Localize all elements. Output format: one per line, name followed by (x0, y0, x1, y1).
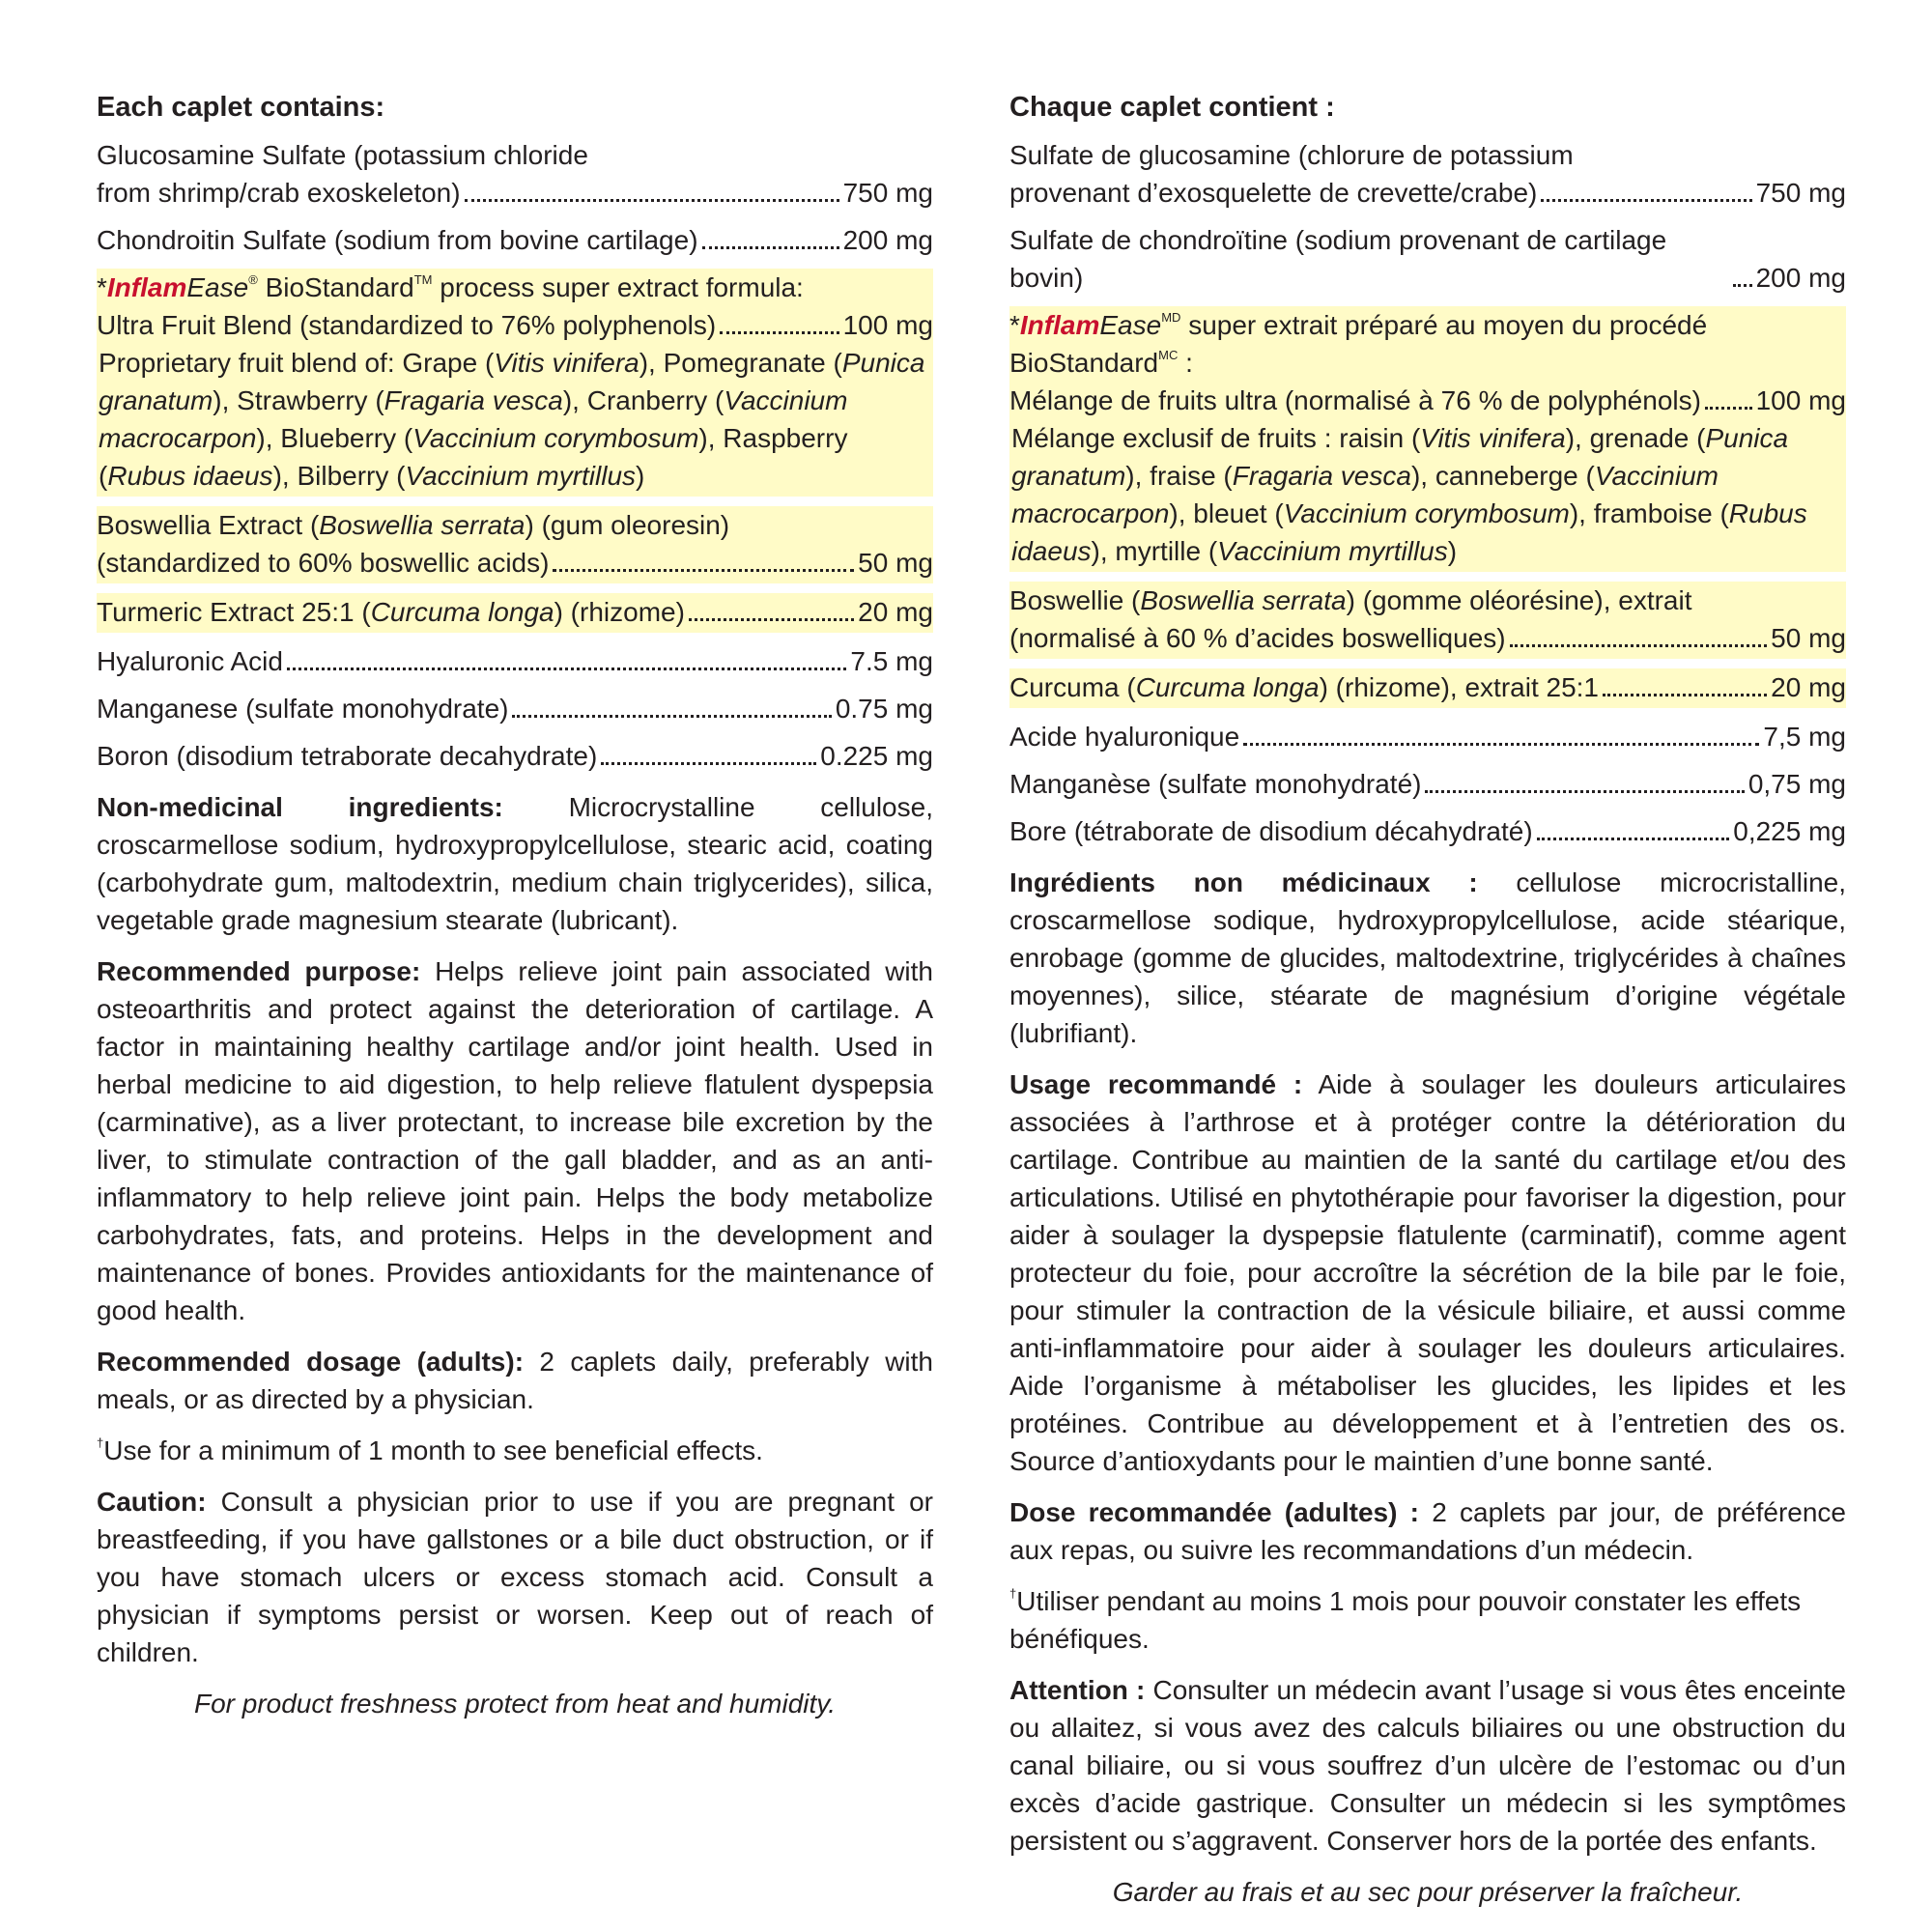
ingredient-ultra-fruit-blend-fr: Mélange de fruits ultra (normalisé à 76 % de polyphénols) 100 mg (1009, 385, 1846, 415)
brand-logo: Inflam (106, 272, 187, 302)
ingredient-hyaluronic-acid: Hyaluronic Acid 7.5 mg (97, 646, 933, 676)
ingredient-glucosamine-fr: Sulfate de glucosamine (chlorure de potassium provenant d’exosquelette de crevette/crabe) 750 mg (1009, 140, 1846, 208)
non-medicinal-ingredients: Non-medicinal ingredients: Microcrystalline cellulose, croscarmellose sodium, hydroxypropylcellulose, stearic acid, coating (carbohydrate gum, maltodextrin, medium chain triglycerides), silica, vegetable grade magnesium stearate (lubricant). (97, 792, 933, 935)
english-column (97, 89, 933, 1722)
ingredient-hyaluronic-acid-fr: Acide hyaluronique 7,5 mg (1009, 722, 1846, 752)
inflamease-block (97, 269, 933, 497)
ingredient-manganese-fr: Manganèse (sulfate monohydraté) 0,75 mg (1009, 769, 1846, 799)
recommended-dosage-fr: Dose recommandée (adultes) : 2 caplets par jour, de préférence aux repas, ou suivre les recommandations d’un médecin. (1009, 1497, 1846, 1565)
recommended-dosage: Recommended dosage (adults): 2 caplets daily, preferably with meals, or as directed by a physician. (97, 1347, 933, 1414)
ingredient-chondroitin: Chondroitin Sulfate (sodium from bovine cartilage) 200 mg (97, 225, 933, 255)
inflamease-title-fr: *InflamEase$^{MD}$ super extrait préparé au moyen du procédé (1009, 310, 1708, 340)
ingredient-turmeric-fr: Curcuma (Curcuma longa) (rhizome), extrait 25:1 20 mg (1009, 668, 1846, 708)
dosage-footnote: †Use for a minimum of 1 month to see beneficial effects. (97, 1435, 763, 1465)
caution: Caution: Consult a physician prior to use if you are pregnant or breastfeeding, if you have gallstones or a bile duct obstruction, or if you have stomach ulcers or excess stomach acid. Consult a physician if symptoms persist or worsen. Keep out of reach of children. (97, 1487, 933, 1667)
brand-logo-fr: Inflam (1019, 310, 1100, 340)
inflamease-title: *InflamEase® BioStandard™ process super extract formula: (97, 272, 804, 302)
ingredient-manganese: Manganese (sulfate monohydrate) 0.75 mg (97, 694, 933, 724)
dosage-footnote-fr: †Utiliser pendant au moins 1 mois pour pouvoir constater les effets bénéfiques. (1009, 1586, 1802, 1654)
ingredient-ultra-fruit-blend: Ultra Fruit Blend (standardized to 76% polyphenols) 100 mg (97, 310, 933, 340)
french-column (1009, 89, 1846, 1911)
freshness-note: For product freshness protect from heat and humidity. (193, 1689, 836, 1719)
recommended-purpose-fr: Usage recommandé : Aide à soulager les douleurs articulaires associées à l’arthrose et à protéger contre la détérioration du cartilage. Contribue au maintien de la santé du cartilage et/ou des articulations. Utilisé en phytothérapie pour favoriser la digestion, pour aider à soulager la dyspepsie flatulente (carminatif), comme agent protecteur du foie, pour accroître la sécrétion de la bile par le foie, pour stimuler la contraction de la vésicule biliaire, et aussi comme anti-inflammatoire pour aider à soulager les douleurs articulaires. Aide l’organisme à métaboliser les glucides, les lipides et les protéines. Contribue au développement et à l’entretien des os. Source d’antioxydants pour le maintien d’une bonne santé. (1009, 1069, 1846, 1476)
ingredient-chondroitin-fr: Sulfate de chondroïtine (sodium provenant de cartilage bovin) 200 mg (1009, 225, 1846, 293)
ingredient-boron-fr: Bore (tétraborate de disodium décahydraté) 0,225 mg (1009, 816, 1846, 846)
ingredient-glucosamine: Glucosamine Sulfate (potassium chloride from shrimp/crab exoskeleton) 750 mg (97, 140, 933, 208)
freshness-note-fr: Garder au frais et au sec pour préserver la fraîcheur. (1112, 1877, 1744, 1907)
caution-fr: Attention : Consulter un médecin avant l’usage si vous êtes enceinte ou allaitez, si vous avez des calculs biliaires ou une obstruction du canal biliaire, ou si vous souffrez d’un ulcère de l’estomac ou d’un excès d’acide gastrique. Consulter un médecin si les symptômes persistent ou s’aggravent. Conserver hors de la portée des enfants. (1009, 1675, 1846, 1856)
non-medicinal-ingredients-fr: Ingrédients non médicinaux : cellulose microcristalline, croscarmellose sodique, hydroxypropylcellulose, acide stéarique, enrobage (gomme de glucides, maltodextrine, triglycérides à chaînes moyennes), silice, stéarate de magnésium d’origine végétale (lubrifiant). (1009, 867, 1847, 1048)
ingredient-turmeric: Turmeric Extract 25:1 (Curcuma longa) (rhizome) 20 mg (97, 593, 933, 633)
ingredient-boron: Boron (disodium tetraborate decahydrate) 0.225 mg (97, 741, 933, 771)
inflamease-block-fr: *InflamEase$^{MD}$ super extrait préparé au moyen du procédé BioStandard$^{MC}$ : Mélange de fruits ultra (normalisé à 76 % de polyphénols) 100 mg Mélange exclusif de fruits : raisin (Vitis vinifera), grenade (Punica granatum), fraise (Fragaria vesca), canneberge (Vaccinium macrocarpon), bleuet (Vaccinium corymbosum), framboise (Rubus idaeus), myrtille (Vaccinium myrtillus) (1009, 306, 1846, 572)
fruit-blend-description: Proprietary fruit blend of: Grape (Vitis vinifera), Pomegranate (Punica granatum), Strawberry (Fragaria vesca), Cranberry (Vaccinium macrocarpon), Blueberry (Vaccinium corymbosum), Raspberry (Rubus idaeus), Bilberry (Vaccinium myrtillus) (99, 348, 925, 491)
recommended-purpose: Recommended purpose: Helps relieve joint pain associated with osteoarthritis and protect against the deterioration of cartilage. A factor in maintaining healthy cartilage and/or joint health. Used in herbal medicine to aid digestion, to help relieve flatulent dyspepsia (carminative), as a liver protectant, to increase bile excretion by the liver, to stimulate contraction of the gall bladder, and as an anti-inflammatory to help relieve joint pain. Helps the body metabolize carbohydrates, fats, and proteins. Helps in the development and maintenance of bones. Provides antioxidants for the maintenance of good health. (97, 956, 933, 1325)
ingredient-boswellia-fr: Boswellie (Boswellia serrata) (gomme oléorésine), extrait (normalisé à 60 % d’acides boswelliques) 50 mg (1009, 582, 1846, 659)
contents-heading: Each caplet contains: (97, 92, 385, 123)
fruit-blend-description-fr: Mélange exclusif de fruits : raisin (Vitis vinifera), grenade (Punica granatum), fraise (Fragaria vesca), canneberge (Vaccinium macrocarpon), bleuet (Vaccinium corymbosum), framboise (Rubus idaeus), myrtille (Vaccinium myrtillus) (1011, 423, 1807, 566)
contents-heading-fr: Chaque caplet contient : (1009, 92, 1335, 123)
ingredient-boswellia: Boswellia Extract (Boswellia serrata) (gum oleoresin) (standardized to 60% boswellic acids) 50 mg (97, 506, 933, 583)
